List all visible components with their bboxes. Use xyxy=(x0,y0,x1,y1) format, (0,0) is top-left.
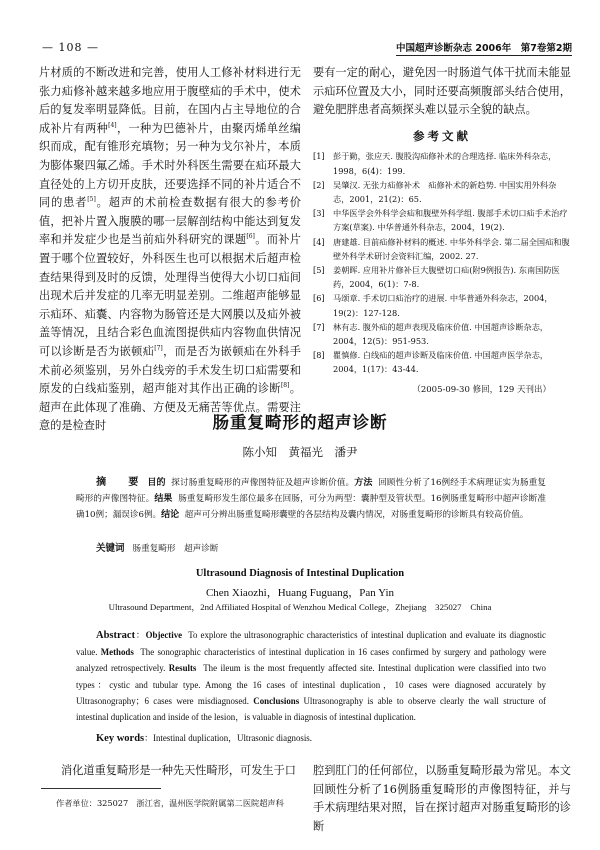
abstract-en: Abstract：Objective To explore the ultrasonographic characteristics of intestinal duplication and evaluate its diagnostic value. Methods The sonographic characteristics of intestinal duplication in 16 cases confirmed by surgery and pathology were analyzed retrospectively. Results The ileum is the most frequently affected site. Intestinal duplication were classified into two types：cystic and tubular type. Among the 16 cases of intestinal duplication，10 cases were diagnosed accurately by Ultrasonography；6 cases were misdiagnosed. Conclusions Ultrasonography is able to observe clearly the wall structure of intestinal duplication and inside of the lesion，is valuable in diagnosis of intestinal duplication. xyxy=(76,630,547,723)
previous-article-right-column xyxy=(313,64,571,399)
abstract-cn: 摘 要 目的 探讨肠重复畸形的声像图特征及超声诊断价值。方法 回顾性分析了16例经手术病理证实为肠重复畸形的声像图特征。结果 肠重复畸形发生部位最多在回肠，可分为两型：囊肿型及管状型。16例肠重复畸形中超声诊断准确10例；漏误诊6例。结论 超声可分辨出肠重复畸形囊壁的各层结构及囊内情况，对肠重复畸形的诊断具有较高价值。 xyxy=(76,477,546,521)
running-header: 中国超声诊断杂志 2006年 第7卷第2期 xyxy=(396,40,572,56)
reference-item: [2] 吴肇汉. 无张力疝修补术 疝修补术的新趋势. 中国实用外科杂志，2001，21(2)：65. xyxy=(313,179,557,204)
reference-item: [6] 马颂章. 手术切口疝治疗的进展. 中华普通外科杂志，2004，19(2)：127-128. xyxy=(313,293,553,318)
body-paragraph: 要有一定的耐心，避免因一时肠道气体干扰而未能显示疝环位置及大小，同时还要高频腹部头结合使用，避免肥胖患者高频探头难以显示全貌的缺点。 xyxy=(313,66,571,117)
authors-en: Chen Xiaozhi，Huang Fuguang，Pan Yin xyxy=(205,587,395,599)
reference-item: [7] 林有志. 腹外疝的超声表现及临床价值. 中国超声诊断杂志，2004，12(5)：951-953. xyxy=(313,321,549,347)
revision-note: （2005-09-30 修回，129 天刊出） xyxy=(412,384,551,395)
reference-item: [1] 彭于勤，张应天. 腹股沟疝修补术的合理选择. 临床外科杂志，1998，6(4)：199. xyxy=(313,151,557,176)
reference-item: [4] 唐建雄. 目前疝修补材料的概述. 中华外科学会. 第二届全国疝和腹壁外科学术研讨会资料汇编，2002. 27. xyxy=(313,236,570,261)
keywords-en: Key words：Intestinal duplication，Ultrasonic diagnosis. xyxy=(96,733,312,744)
article-body-left: 消化道重复畸形是一种先天性畸形，可发生于口 xyxy=(61,764,296,777)
page-number: — 108 — xyxy=(42,41,99,54)
citation: [7] xyxy=(154,344,163,352)
reference-item: [5] 姜朝晖. 应用补片修补巨大腹壁切口疝(附9例报告). 东南国防医药，2004，6(1)：7-8. xyxy=(313,265,560,290)
author-affiliation-footnote: 作者单位：325027 浙江省，温州医学院附属第二医院超声科 xyxy=(56,798,284,808)
references-heading: 参考文献 xyxy=(413,128,471,143)
article-title-en: Ultrasound Diagnosis of Intestinal Duplication xyxy=(195,568,405,579)
authors-cn: 陈小知 黄福光 潘尹 xyxy=(242,445,358,459)
body-paragraph: 片材质的不断改进和完善，使用人工修补材料进行无张力疝修补越来越多地应用于腹壁疝的手术中，使术后的复发率明显降低。目前，在国内占主导地位的合成补片有两种[4]，一种为巴德补片，由聚丙烯单丝编织而成，配有锥形充填物；另一种为戈尔补片，本质为膨体聚四氟乙烯。手术时外科医生需要在疝环最大直径处的上方切开皮肤，还要选择不同的补片适合不同的患者[5]。超声的术前检查数据有很大的参考价值，把补片置入腹膜的哪一层解剖结构中能达到复发率和并发症少也是当前疝外科研究的课题[6]。而补片置于哪个位置较好，外科医生也可以根据术后超声检查结果得到及时的反馈，处理得当使得大小切口疝间出现术后并发症的几率无明显差别。二维超声能够显示疝环、疝囊、内容物为肠管还是大网膜以及疝外被盖等情况，且结合彩色血流图提供疝内容物血供情况可以诊断是否为嵌顿疝[7]，而是否为嵌顿疝在外科手术前必须鉴别，另外白线旁的手术发生切口疝需要和原发的白线疝鉴别，超声能对其作出正确的诊断[8]。超声在此体现了准确、方便及无痛苦等优点。需要注意的是检查时 xyxy=(39,66,301,433)
article-body-right: 腔到肛门的任何部位，以肠重复畸形最为常见。本文回顾性分析了16例肠重复畸形的声像图特征，并与手术病理结果对照，旨在探讨超声对肠重复畸形的诊断 xyxy=(313,764,571,833)
reference-item: [8] 瞿慎修. 白线疝的超声诊断及临床价值. 中国超声医学杂志，2004，1(17)：43-44. xyxy=(313,350,549,375)
abstract-label: Abstract xyxy=(96,630,136,641)
footnote-divider xyxy=(41,788,161,789)
affiliation-en: Ultrasound Department，2nd Affiliated Hospital of Wenzhou Medical College，Zhejiang 325027 China xyxy=(108,602,492,612)
abstract-label: 摘 要 xyxy=(96,477,145,488)
article-title-cn: 肠重复畸形的超声诊断 xyxy=(212,413,388,432)
citation: [6] xyxy=(246,233,255,241)
citation: [4] xyxy=(108,121,117,129)
reference-item: [3] 中华医学会外科学会疝和腹壁外科学组. 腹部手术切口疝手术治疗方案(草案). 中华普通外科杂志，2004，19(2). xyxy=(313,208,568,233)
citation: [5] xyxy=(87,196,96,204)
previous-article-left-column xyxy=(39,64,301,436)
keywords-cn: 关键词 肠重复畸形 超声诊断 xyxy=(96,543,219,554)
citation: [8] xyxy=(280,382,290,390)
